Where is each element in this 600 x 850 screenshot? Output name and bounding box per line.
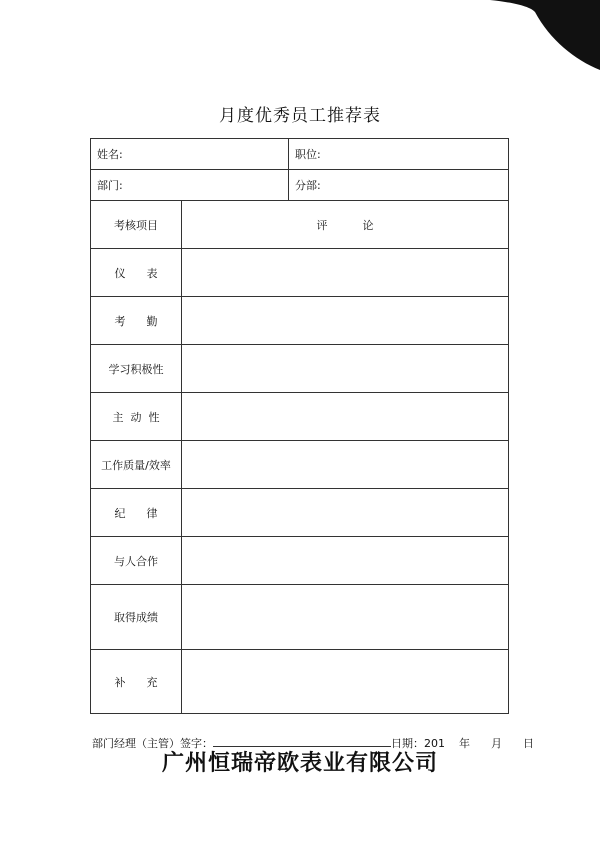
recommendation-form-table: [90, 138, 509, 714]
row-department-branch: [91, 170, 509, 201]
branch-label: 分部:: [295, 179, 321, 192]
criteria-label: 考 勤: [91, 297, 182, 345]
criteria-header-row: [91, 201, 509, 249]
criteria-label: 仪 表: [91, 249, 182, 297]
name-label: 姓名:: [97, 148, 123, 161]
criteria-comment-field[interactable]: [182, 345, 509, 393]
position-field[interactable]: [289, 139, 509, 170]
criteria-row: [91, 249, 509, 297]
criteria-row: [91, 297, 509, 345]
criteria-row: [91, 650, 509, 714]
criteria-comment-field[interactable]: [182, 441, 509, 489]
name-field[interactable]: [91, 139, 289, 170]
criteria-label: 工作质量/效率: [91, 441, 182, 489]
criteria-row: [91, 441, 509, 489]
page-curl-decoration: [490, 0, 600, 70]
criteria-label: 取得成绩: [91, 585, 182, 650]
criteria-label: 与人合作: [91, 537, 182, 585]
criteria-label: 学习积极性: [91, 345, 182, 393]
row-name-position: [91, 139, 509, 170]
criteria-comment-field[interactable]: [182, 393, 509, 441]
criteria-comment-field[interactable]: [182, 297, 509, 345]
criteria-comment-header: 评 论: [182, 201, 509, 249]
criteria-row: [91, 537, 509, 585]
company-name: 广州恒瑞帝欧表业有限公司: [161, 751, 438, 776]
document-title: 月度优秀员工推荐表: [219, 106, 381, 126]
criteria-row: [91, 585, 509, 650]
criteria-comment-field[interactable]: [182, 585, 509, 650]
position-label: 职位:: [295, 148, 321, 161]
branch-field[interactable]: [289, 170, 509, 201]
department-label: 部门:: [97, 179, 123, 192]
signature-label: 部门经理（主管）签字：: [92, 737, 213, 750]
criteria-comment-field[interactable]: [182, 249, 509, 297]
criteria-comment-field[interactable]: [182, 650, 509, 714]
criteria-label: 主 动 性: [91, 393, 182, 441]
criteria-row: [91, 345, 509, 393]
criteria-row: [91, 393, 509, 441]
department-field[interactable]: [91, 170, 289, 201]
criteria-label: 纪 律: [91, 489, 182, 537]
criteria-item-header: 考核项目: [91, 201, 182, 249]
criteria-label: 补 充: [91, 650, 182, 714]
criteria-comment-field[interactable]: [182, 489, 509, 537]
criteria-comment-field[interactable]: [182, 537, 509, 585]
criteria-row: [91, 489, 509, 537]
date-label: 日期：201 年 月 日: [391, 737, 534, 750]
